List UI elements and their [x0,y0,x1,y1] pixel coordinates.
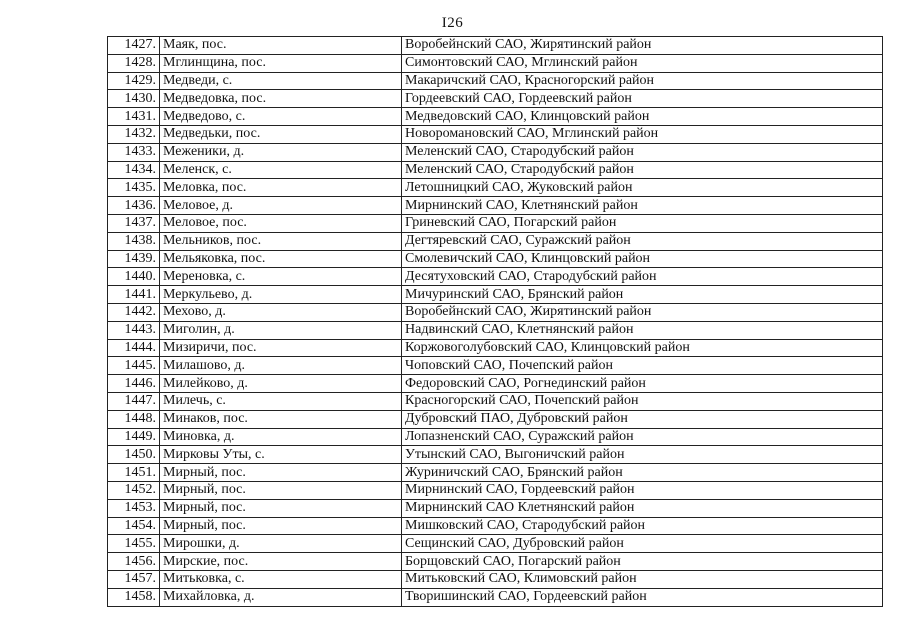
settlement-name: Мереновка, с. [160,268,402,286]
settlement-name: Мизиричи, пос. [160,339,402,357]
administration-name: Симонтовский САО, Мглинский район [402,54,883,72]
settlement-name: Мирошки, д. [160,535,402,553]
row-number: 1446. [108,375,160,393]
settlement-name: Мирковы Уты, с. [160,446,402,464]
row-number: 1440. [108,268,160,286]
row-number: 1438. [108,232,160,250]
table-row [108,37,883,55]
settlement-name: Милашово, д. [160,357,402,375]
administration-name: Мичуринский САО, Брянский район [402,286,883,304]
table-row [108,464,883,482]
settlement-name: Мирный, пос. [160,464,402,482]
settlement-name: Меленск, с. [160,161,402,179]
administration-name: Коржовоголубовский САО, Клинцовский район [402,339,883,357]
table-row [108,161,883,179]
administration-name: Борщовский САО, Погарский район [402,553,883,571]
table-row [108,214,883,232]
administration-name: Журиничский САО, Брянский район [402,464,883,482]
row-number: 1454. [108,517,160,535]
administration-name: Десятуховский САО, Стародубский район [402,268,883,286]
table-row [108,446,883,464]
row-number: 1448. [108,410,160,428]
administration-name: Лопазненский САО, Суражский район [402,428,883,446]
settlement-name: Мельяковка, пос. [160,250,402,268]
administration-name: Надвинский САО, Клетнянский район [402,321,883,339]
administration-name: Дегтяревский САО, Суражский район [402,232,883,250]
page-number: I26 [441,15,464,31]
table-row [108,125,883,143]
table-row [108,54,883,72]
administration-name: Воробейнский САО, Жирятинский район [402,37,883,55]
table-row [108,535,883,553]
row-number: 1455. [108,535,160,553]
settlement-name: Миголин, д. [160,321,402,339]
settlement-name: Мирный, пос. [160,481,402,499]
administration-name: Медведовский САО, Клинцовский район [402,108,883,126]
table-row [108,357,883,375]
settlement-name: Меркульево, д. [160,286,402,304]
row-number: 1432. [108,125,160,143]
table-row [108,570,883,588]
administration-name: Дубровский ПАО, Дубровский район [402,410,883,428]
administration-name: Утынский САО, Выгоничский район [402,446,883,464]
settlement-name: Милейково, д. [160,375,402,393]
row-number: 1447. [108,392,160,410]
table-row [108,499,883,517]
settlement-name: Мглинщина, пос. [160,54,402,72]
row-number: 1437. [108,214,160,232]
settlement-name: Минаков, пос. [160,410,402,428]
settlement-name: Миновка, д. [160,428,402,446]
row-number: 1441. [108,286,160,304]
row-number: 1433. [108,143,160,161]
administration-name: Макаричский САО, Красногорский район [402,72,883,90]
table-row [108,375,883,393]
table-row [108,286,883,304]
table-row [108,303,883,321]
table-row [108,268,883,286]
row-number: 1456. [108,553,160,571]
administration-name: Смолевичский САО, Клинцовский район [402,250,883,268]
settlement-name: Меловка, пос. [160,179,402,197]
settlement-name: Михайловка, д. [160,588,402,606]
row-number: 1444. [108,339,160,357]
administration-name: Меленский САО, Стародубский район [402,161,883,179]
row-number: 1445. [108,357,160,375]
row-number: 1443. [108,321,160,339]
row-number: 1457. [108,570,160,588]
settlement-name: Мирские, пос. [160,553,402,571]
administration-name: Мирнинский САО, Гордеевский район [402,481,883,499]
table-row [108,321,883,339]
table-row [108,72,883,90]
settlement-name: Митьковка, с. [160,570,402,588]
row-number: 1428. [108,54,160,72]
administration-name: Мирнинский САО Клетнянский район [402,499,883,517]
administration-name: Воробейнский САО, Жирятинский район [402,303,883,321]
row-number: 1427. [108,37,160,55]
row-number: 1442. [108,303,160,321]
settlement-name: Меловое, пос. [160,214,402,232]
row-number: 1458. [108,588,160,606]
row-number: 1429. [108,72,160,90]
settlement-name: Мирный, пос. [160,517,402,535]
administration-name: Мишковский САО, Стародубский район [402,517,883,535]
settlement-name: Медведовка, пос. [160,90,402,108]
table-row [108,481,883,499]
table-row [108,232,883,250]
settlement-name: Медведьки, пос. [160,125,402,143]
settlement-name: Медведи, с. [160,72,402,90]
table-row [108,339,883,357]
row-number: 1453. [108,499,160,517]
administration-name: Гриневский САО, Погарский район [402,214,883,232]
table-row [108,392,883,410]
row-number: 1431. [108,108,160,126]
table-row [108,517,883,535]
table-row [108,553,883,571]
settlement-name: Меженики, д. [160,143,402,161]
administration-name: Красногорский САО, Почепский район [402,392,883,410]
table-row [108,90,883,108]
administration-name: Сещинский САО, Дубровский район [402,535,883,553]
row-number: 1450. [108,446,160,464]
row-number: 1435. [108,179,160,197]
row-number: 1449. [108,428,160,446]
table-row [108,179,883,197]
settlement-name: Маяк, пос. [160,37,402,55]
administration-name: Митьковский САО, Климовский район [402,570,883,588]
administration-name: Гордеевский САО, Гордеевский район [402,90,883,108]
row-number: 1452. [108,481,160,499]
table-row [108,588,883,606]
table-row [108,197,883,215]
administration-name: Мирнинский САО, Клетнянский район [402,197,883,215]
row-number: 1436. [108,197,160,215]
settlement-name: Мельников, пос. [160,232,402,250]
row-number: 1434. [108,161,160,179]
administration-name: Федоровский САО, Рогнединский район [402,375,883,393]
table-row [108,250,883,268]
administration-name: Чоповский САО, Почепский район [402,357,883,375]
table-row [108,143,883,161]
table-row [108,410,883,428]
settlement-name: Милечь, с. [160,392,402,410]
settlement-name: Мирный, пос. [160,499,402,517]
settlements-table [107,36,883,607]
table-row [108,428,883,446]
table-row [108,108,883,126]
administration-name: Творишинский САО, Гордеевский район [402,588,883,606]
administration-name: Новоромановский САО, Мглинский район [402,125,883,143]
administration-name: Меленский САО, Стародубский район [402,143,883,161]
row-number: 1451. [108,464,160,482]
administration-name: Летошницкий САО, Жуковский район [402,179,883,197]
settlements-table-body [108,37,883,607]
settlement-name: Медведово, с. [160,108,402,126]
settlement-name: Мехово, д. [160,303,402,321]
row-number: 1430. [108,90,160,108]
row-number: 1439. [108,250,160,268]
settlement-name: Меловое, д. [160,197,402,215]
